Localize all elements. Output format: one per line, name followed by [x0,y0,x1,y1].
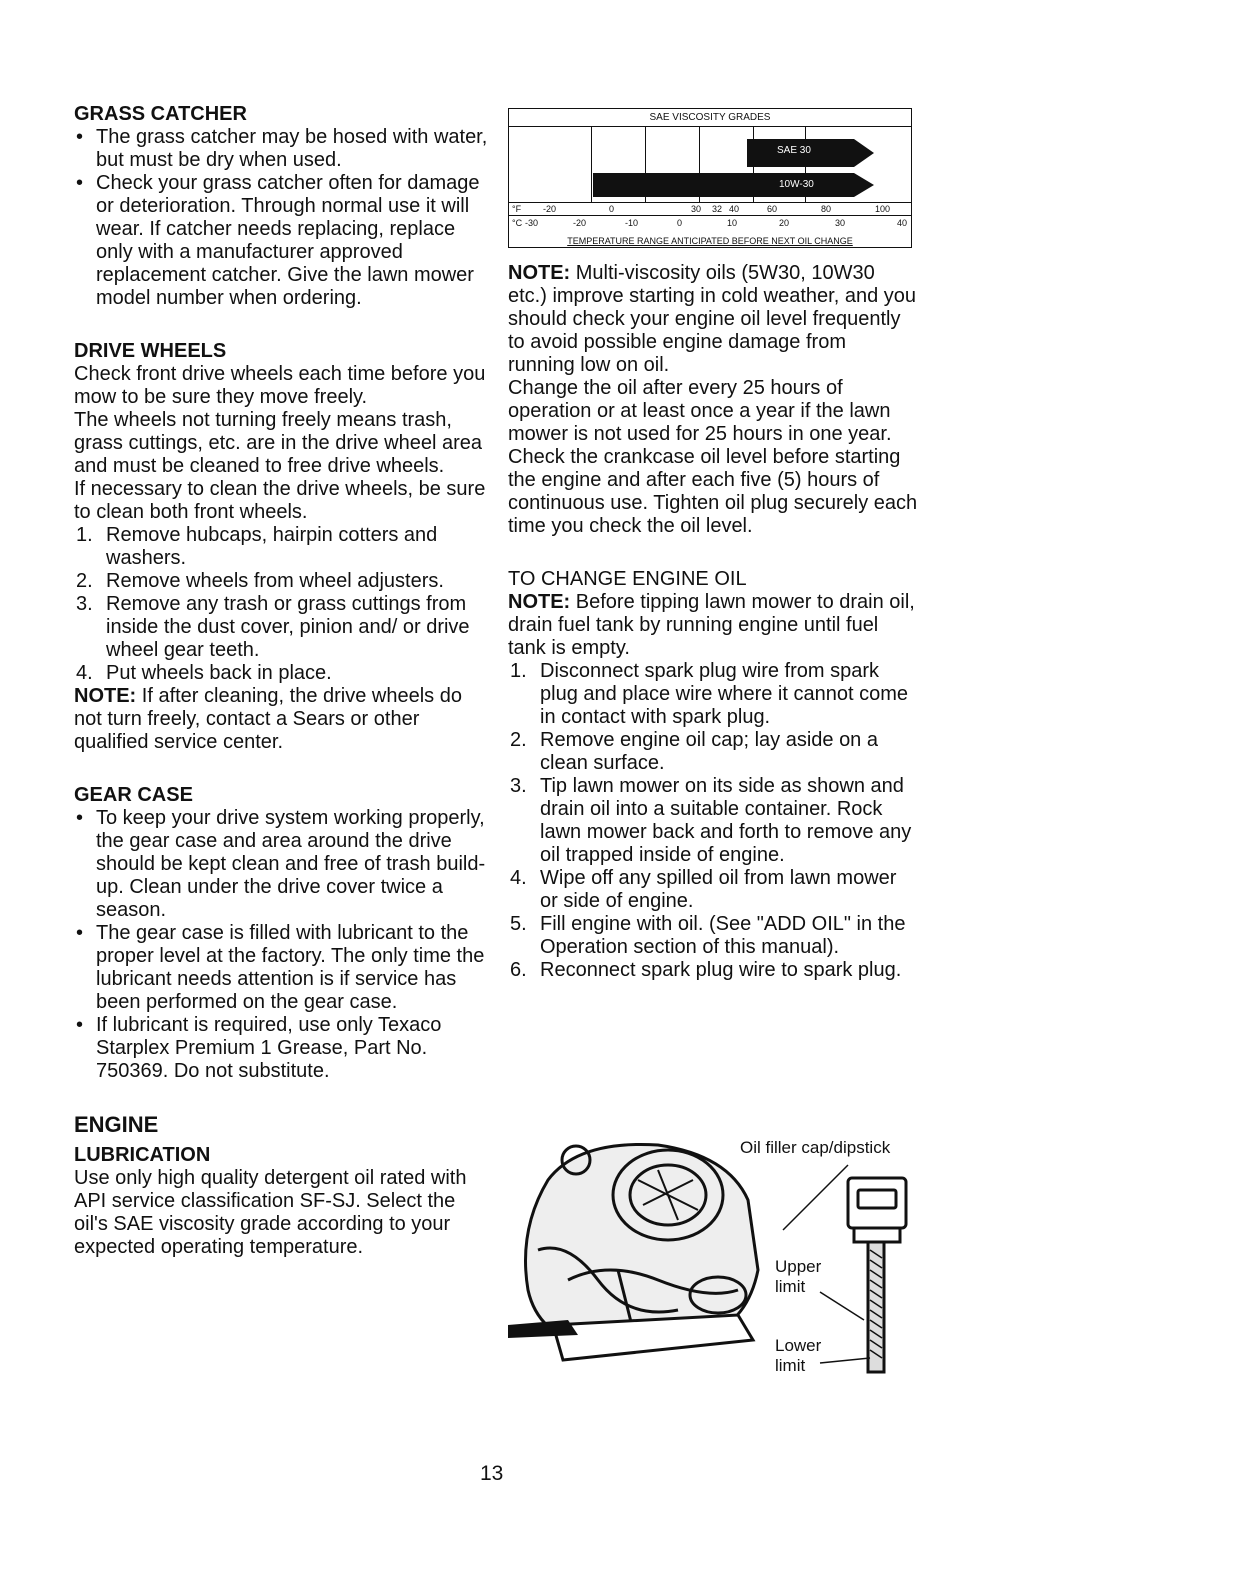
list-item: 5. Fill engine with oil. (See "ADD OIL" in the Operation section of this manual). [510,913,906,958]
list-item: 1. Remove hubcaps, hairpin cotters and washers. [76,524,438,569]
tick-label: 100 [875,204,891,214]
list-item: • The grass catcher may be hosed with water, but must be dry when used. [74,126,489,172]
tick-label: 0 [609,204,615,214]
chart-title: SAE VISCOSITY GRADES [649,112,771,123]
chart-footer: TEMPERATURE RANGE ANTICIPATED BEFORE NEXT OIL CHANGE [567,236,853,246]
engine-heading: ENGINE [74,1112,159,1137]
list-item: 3. Remove any trash or grass cuttings from inside the dust cover, pinion and/ or drive wheel gear teeth. [76,593,470,661]
change-oil-steps [508,660,918,982]
grass-catcher-heading: GRASS CATCHER [74,103,247,125]
tick-label: 80 [821,204,832,214]
drive-wheels-heading: DRIVE WHEELS [74,340,227,362]
lubrication-heading: LUBRICATION [74,1144,211,1166]
oil-dipstick-figure [508,1120,918,1390]
tick-label: -20 [543,204,557,214]
list-item: • Check your grass catcher often for damage or deterioration. Through normal use it will wear. If catcher needs replacing, replace only with a manufacturer approved replacement catcher. Give the lawn mower model number when ordering. [74,172,489,310]
oil-para: Change the oil after every 25 hours of operation or at least once a year if the lawn mower is not used for 25 hours in one year. [508,377,892,445]
drive-wheels-steps [74,524,489,685]
right-column [508,262,918,982]
tick-label: 40 [897,218,908,228]
lower-limit-caption: Lower limit [775,1336,822,1375]
drive-wheels-note: NOTE: If after cleaning, the drive wheels do not turn freely, contact a Sears or other qualified service center. [74,685,462,753]
list-item: 3. Tip lawn mower on its side as shown and drain oil into a suitable container. Rock lawn mower back and forth to remove any oil trapped inside of engine. [510,775,912,866]
tick-label: -20 [573,218,587,228]
list-item: 4. Put wheels back in place. [76,662,332,684]
list-item: 6. Reconnect spark plug wire to spark plug. [510,959,902,981]
series-label: SAE 30 [777,145,811,156]
list-item: 2. Remove engine oil cap; lay aside on a clean surface. [510,729,878,774]
grass-catcher-list [74,126,489,310]
axis-label: °F [512,204,522,214]
oil-para: Check the crankcase oil level before starting the engine and after each five (5) hours of continuous use. Tighten oil plug securely each time you check the oil level. [508,446,918,537]
tick-label: 0 [677,218,683,228]
gear-case-list [74,807,489,1083]
list-item: 2. Remove wheels from wheel adjusters. [76,570,444,592]
axis-label: °C [512,218,523,228]
engine-illustration [508,1120,918,1390]
tick-label: 30 [691,204,702,214]
list-item: 1. Disconnect spark plug wire from spark plug and place wire where it cannot come in contact with spark plug. [510,660,908,728]
bar-10w30 [593,173,874,197]
lubrication-para: Use only high quality detergent oil rated with API service classification SF-SJ. Select the oil's SAE viscosity grade according to your expected operating temperature. [74,1167,467,1258]
gear-case-heading: GEAR CASE [74,784,193,806]
upper-limit-caption: Upper limit [775,1257,822,1296]
drive-wheels-para: Check front drive wheels each time before you mow to be sure they move freely. [74,363,486,408]
viscosity-chart [508,108,912,248]
tick-label: -10 [625,218,639,228]
chart-bars [509,109,911,247]
page-number: 13 [480,1462,504,1485]
left-column [74,103,489,1259]
list-item: 4. Wipe off any spilled oil from lawn mower or side of engine. [510,867,897,912]
oil-note: NOTE: Multi-viscosity oils (5W30, 10W30 etc.) improve starting in cold weather, and you should check your engine oil level frequently to avoid possible engine damage from running low on oil. [508,262,916,376]
tick-label: 32 [712,204,723,214]
drive-wheels-para: The wheels not turning freely means trash, grass cuttings, etc. are in the drive wheel area and must be cleaned to free drive wheels. [74,409,482,477]
list-item: • If lubricant is required, use only Texaco Starplex Premium 1 Grease, Part No. 750369. Do not substitute. [74,1014,489,1083]
list-item: • The gear case is filled with lubricant to the proper level at the factory. The only time the lubricant needs attention is if service has been performed on the gear case. [74,922,489,1014]
tick-label: 20 [779,218,790,228]
tick-label: 30 [835,218,846,228]
change-oil-heading: TO CHANGE ENGINE OIL [508,568,747,590]
tick-label: 60 [767,204,778,214]
change-oil-note: NOTE: Before tipping lawn mower to drain oil, drain fuel tank by running engine until fuel tank is empty. [508,591,915,659]
drive-wheels-para: If necessary to clean the drive wheels, be sure to clean both front wheels. [74,478,486,523]
tick-label: -30 [525,218,539,228]
list-item: • To keep your drive system working properly, the gear case and area around the drive should be kept clean and free of trash build-up. Clean under the drive cover twice a season. [74,807,489,922]
series-label: 10W-30 [779,179,814,190]
tick-label: 10 [727,218,738,228]
dipstick-caption: Oil filler cap/dipstick [740,1138,891,1157]
tick-label: 40 [729,204,740,214]
